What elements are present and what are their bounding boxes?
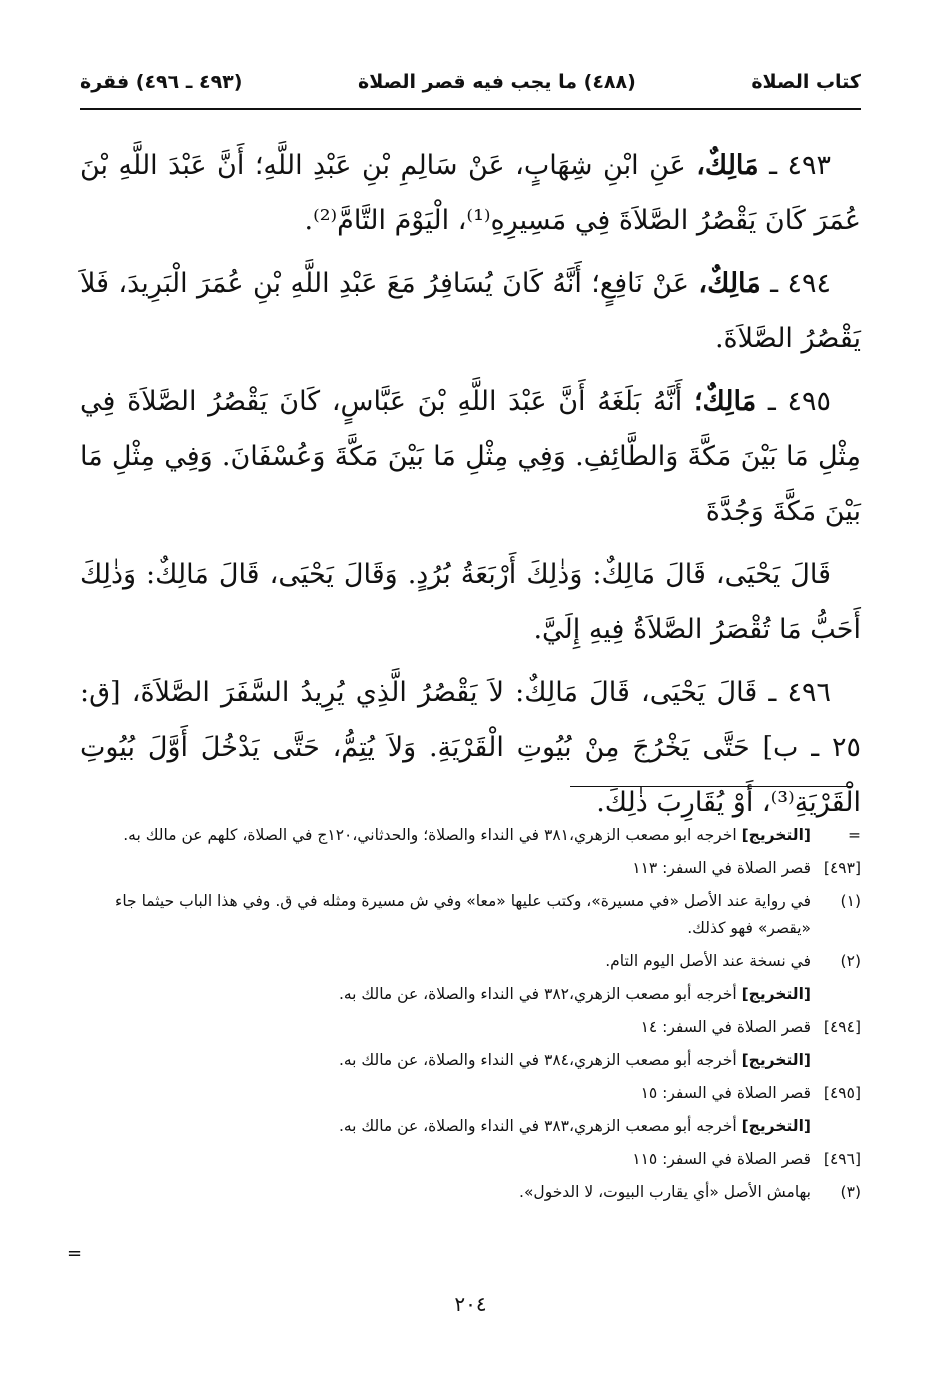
footnote-body — [80, 1146, 811, 1173]
paragraph-number: ٤٩٤ ـ — [770, 268, 831, 299]
footnote-text: أخرجه أبو مصعب الزهري،٣٨٢ في النداء والصلاة، عن مالك به. — [338, 985, 742, 1003]
footnote-tag: [٤٩٤] — [823, 1018, 861, 1036]
narrator-name: مَالِكٌ، — [696, 150, 759, 181]
footnote — [80, 1080, 861, 1107]
footnote-tag: [٤٩٥] — [823, 1084, 861, 1102]
footnote-body — [80, 1047, 811, 1074]
footnote-tag: (١) — [840, 892, 861, 910]
paragraph-yahya — [80, 547, 861, 657]
footnote-text: قصر الصلاة في السفر: ١٥ — [640, 1084, 811, 1102]
footnote-text: قصر الصلاة في السفر: ١٤ — [640, 1018, 811, 1036]
running-header — [80, 64, 861, 100]
paragraph-number: ٤٩٥ ـ — [767, 386, 831, 417]
continuation-mark: = — [67, 1243, 83, 1264]
footnote-tag: [٤٩٣] — [823, 859, 861, 877]
footnote — [80, 822, 861, 849]
paragraph-number: ٤٩٣ ـ — [769, 150, 831, 181]
footnote-tag: [٤٩٦] — [823, 1150, 861, 1168]
paragraph-495 — [80, 374, 861, 539]
footnote-body — [80, 1014, 811, 1041]
footnote-body — [80, 855, 811, 882]
paragraph-text: قَالَ يَحْيَى، قَالَ مَالِكٌ: لاَ يَقْصُرُ الَّذِي يُرِيدُ السَّفَرَ الصَّلاَةَ، [ق: ٢٥ ـ ب] حَتَّى يَخْرُجَ مِنْ بُيُوتِ الْقَرْيَةِ. وَلاَ يُتِمُّ، حَتَّى يَدْخُلَ أَوَّلَ بُيُوتِ الْقَرْيَةِ⁽³⁾، أَوْ يُقَارِبَ ذٰلِكَ. — [80, 677, 861, 818]
paragraph-496 — [80, 665, 861, 830]
footnote — [80, 948, 861, 975]
footnote — [80, 1179, 861, 1206]
main-text — [80, 138, 861, 838]
footnote-body — [80, 1113, 811, 1140]
footnote — [80, 1014, 861, 1041]
footnote — [80, 1047, 861, 1074]
page-number: ٢٠٤ — [454, 1292, 487, 1316]
footnote — [80, 981, 861, 1008]
footnote — [80, 855, 861, 882]
footnote-body — [80, 948, 811, 975]
footnotes — [80, 822, 861, 1212]
footnote-tag: (٢) — [840, 952, 861, 970]
header-book-title: كتاب الصلاة — [751, 71, 861, 93]
narrator-name: مَالِكٌ، — [698, 268, 761, 299]
paragraph-text: عَنِ ابْنِ شِهَابٍ، عَنْ سَالِمِ بْنِ عَبْدِ اللَّهِ؛ أَنَّ عَبْدَ اللَّهِ بْنَ عُمَرَ كَانَ يَقْصُرُ الصَّلاَةَ فِي مَسِيرِهِ⁽¹⁾، الْيَوْمَ التَّامَّ⁽²⁾. — [80, 150, 861, 236]
footnote-text: اخرجه ابو مصعب الزهري،٣٨١ في النداء والصلاة؛ والحدثاني،١٢٠ج في الصلاة، كلهم عن مالك به. — [123, 826, 742, 844]
paragraph-number: ٤٩٦ ـ — [768, 677, 832, 708]
footnote-body — [80, 822, 811, 849]
paragraph-text: عَنْ نَافِعٍ؛ أَنَّهُ كَانَ يُسَافِرُ مَعَ عَبْدِ اللَّهِ بْنِ عُمَرَ الْبَرِيدَ، فَلاَ يَقْصُرُ الصَّلاَةَ. — [80, 268, 861, 354]
footnote-text: أخرجه أبو مصعب الزهري،٣٨٣ في النداء والصلاة، عن مالك به. — [338, 1117, 742, 1135]
paragraph-494 — [80, 256, 861, 366]
header-paragraph-range: (٤٩٣ ـ ٤٩٦) فقرة — [80, 71, 243, 93]
footnote-text: أخرجه أبو مصعب الزهري،٣٨٤ في النداء والصلاة، عن مالك به. — [338, 1051, 742, 1069]
footnote — [80, 1113, 861, 1140]
header-chapter-title: (٤٨٨) ما يجب فيه قصر الصلاة — [358, 71, 636, 93]
header-rule — [80, 108, 861, 110]
takhrij-label: [التخريج] — [741, 1117, 811, 1135]
footnote — [80, 1146, 861, 1173]
takhrij-label: [التخريج] — [741, 1051, 811, 1069]
footnote-body — [80, 981, 811, 1008]
footnote-body — [80, 888, 811, 942]
paragraph-text: أَنَّهُ بَلَغَهُ أَنَّ عَبْدَ اللَّهِ بْنَ عَبَّاسٍ، كَانَ يَقْصُرُ الصَّلاَةَ فِي مِثْلِ مَا بَيْنَ مَكَّةَ وَالطَّائِفِ. وَفِي مِثْلِ مَا بَيْنَ مَكَّةَ وَعُسْفَانَ. وَفِي مِثْلِ مَا بَيْنَ مَكَّةَ وَجُدَّةَ — [80, 386, 861, 527]
footnote — [80, 888, 861, 942]
footnote-tag: (٣) — [840, 1183, 861, 1201]
narrator-name: مَالِكٌ؛ — [693, 386, 757, 417]
footnote-text: قصر الصلاة في السفر: ١١٥ — [632, 1150, 811, 1168]
footnote-text: قصر الصلاة في السفر: ١١٣ — [632, 859, 811, 877]
paragraph-text: قَالَ يَحْيَى، قَالَ مَالِكٌ: وَذٰلِكَ أَرْبَعَةُ بُرُدٍ. وَقَالَ يَحْيَى، قَالَ مَالِكٌ: وَذٰلِكَ أَحَبُّ مَا تُقْصَرُ الصَّلاَةُ فِيهِ إِلَيَّ. — [80, 559, 861, 645]
takhrij-label: [التخريج] — [741, 985, 811, 1003]
footnote-separator — [570, 786, 852, 787]
footnote-text: بهامش الأصل «أي يقارب البيوت، لا الدخول». — [519, 1183, 811, 1201]
footnote-text: في رواية عند الأصل «في مسيرة»، وكتب عليها «معا» وفي ش مسيرة ومثله في ق. وفي هذا الباب حيثما جاء «يقصر» فهو كذلك. — [115, 892, 811, 937]
paragraph-493 — [80, 138, 861, 248]
footnote-text: في نسخة عند الأصل اليوم التام. — [605, 952, 811, 970]
footnote-body — [80, 1179, 811, 1206]
takhrij-label: [التخريج] — [741, 826, 811, 844]
footnote-body — [80, 1080, 811, 1107]
footnote-tag: = — [848, 826, 861, 844]
